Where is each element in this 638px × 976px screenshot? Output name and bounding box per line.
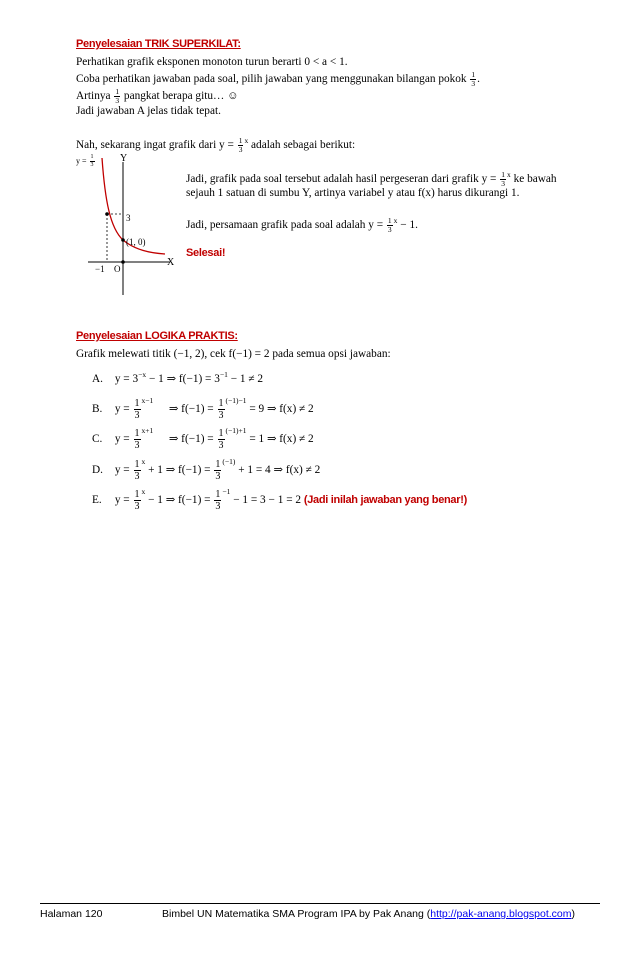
exponent: x [141,457,146,467]
exponent: x [244,136,249,145]
fraction: $\frac{1}{3}$ [115,87,120,105]
option-rest: − 1 ⇒ f(−1) = 3 [146,372,220,385]
y-axis-label: Y [120,153,128,164]
point-marker [121,238,125,242]
option-mid: ⇒ f(−1) = [168,433,214,446]
text-line: Grafik melewati titik (−1, 2), cek f(−1) = 2 pada semua opsi jawaban: [76,348,391,360]
option-result: − 1 = 3 − 1 = 2 [233,494,302,507]
fraction: $\frac{1}{3}$ [238,135,243,154]
option-d [92,459,320,482]
fraction: $\frac{1}{3}$ [134,428,140,451]
explanation-line: sejauh 1 satuan di sumbu Y, artinya variabel y atau f(x) harus dikurangi 1. [186,187,520,199]
option-result: = 9 ⇒ f(x) ≠ 2 [249,403,314,416]
fraction: $\frac{1}{3}$ [215,489,221,512]
option-letter: A. [92,372,103,385]
option-lhs: y = [114,403,130,416]
option-mid: ⇒ f(−1) = [165,494,211,507]
exponential-graph [70,150,190,300]
text-line: Perhatikan grafik eksponen monoton turun berarti 0 < a < 1. [76,56,348,68]
graph-eq-label [76,154,96,169]
graph-eq-text: y = [76,156,87,166]
exponent: (−1) [222,457,236,467]
tick-label-3: 3 [126,213,131,223]
point-label: (1, 0) [126,237,146,247]
exponent: x−1 [141,396,154,406]
option-mid: ⇒ f(−1) = [168,403,214,416]
fraction: $\frac{1}{3}$ [134,489,140,512]
footer-page: Halaman 120 [40,908,103,920]
explanation-line [186,168,557,188]
footer-link[interactable]: http://pak-anang.blogspot.com [430,908,572,920]
fraction: $\frac{1}{3}$ [501,169,506,188]
text-line-part: Coba perhatikan jawaban pada soal, pilih jawaban yang menggunakan bilangan pokok [76,73,467,86]
point-marker [105,212,109,216]
origin-label: O [114,264,121,274]
option-a [92,368,263,386]
exponent: x [393,216,398,225]
text-line-part: ke bawah [513,172,557,185]
option-result: + 1 = 4 ⇒ f(x) ≠ 2 [238,464,321,477]
text-line [76,88,239,105]
text-line-part: Artinya [76,90,111,103]
option-lhs: y = 3 [114,372,139,385]
exponent: x [507,170,511,179]
text-line-part: Jadi, grafik pada soal tersebut adalah hasil pergeseran dari grafik y = [186,172,497,185]
section-heading-logika: Penyelesaian LOGIKA PRAKTIS: [76,330,238,342]
option-e [92,489,467,512]
done-label: Selesai! [186,247,226,259]
text-line: Jadi jawaban A jelas tidak tepat. [76,105,221,117]
fraction: $\frac{1}{3}$ [387,215,392,234]
option-lhs: y = [114,494,130,507]
text-line-part: . [477,73,480,86]
exponent: (−1)+1 [225,426,247,436]
exponent: −x [138,370,147,379]
option-c [92,428,314,451]
option-letter: E. [92,494,102,507]
fraction: $\frac{1}{3}$ [218,428,224,451]
text-line-part: Nah, sekarang ingat grafik dari y = [76,138,234,151]
fraction: $\frac{1}{3}$ [471,70,476,88]
exponent: −1 [222,487,231,497]
tick-label-neg1: −1 [95,264,105,274]
x-axis-label: X [167,257,175,268]
option-letter: B. [92,403,103,416]
option-mid: ⇒ f(−1) = [165,464,211,477]
fraction: $\frac{1}{3}$ [90,154,94,168]
text-line [76,71,480,88]
exponent: (−1)−1 [225,396,247,406]
option-result: = 1 ⇒ f(x) ≠ 2 [249,433,314,446]
option-result: − 1 ≠ 2 [227,372,264,385]
option-letter: D. [92,464,103,477]
option-b [92,398,314,421]
option-lhs: y = [114,464,130,477]
option-plus: − 1 [148,494,163,507]
text-line-part: pangkat berapa gitu… ☺ [123,90,239,103]
footer-title [162,908,575,920]
text-line-part: adalah sebagai berikut: [251,138,356,151]
section-heading-superkilat: Penyelesaian TRIK SUPERKILAT: [76,38,241,50]
exponent: −1 [219,370,228,379]
exponent: x+1 [141,426,154,436]
footer-title-text: Bimbel UN Matematika SMA Program IPA by Pak Anang ( [162,908,431,920]
footer-rule [40,903,600,904]
fraction: $\frac{1}{3}$ [134,398,140,421]
fraction: $\frac{1}{3}$ [218,398,224,421]
correct-answer-note: (Jadi inilah jawaban yang benar!) [303,494,467,507]
fraction: $\frac{1}{3}$ [215,459,221,482]
exponent: x [141,487,146,497]
origin-marker [121,260,125,264]
explanation-line [186,214,418,234]
text-line-part: − 1. [400,218,418,231]
option-letter: C. [92,433,103,446]
footer-close: ) [571,908,576,920]
fraction: $\frac{1}{3}$ [134,459,140,482]
option-plus: + 1 [148,464,163,477]
option-lhs: y = [114,433,130,446]
text-line-part: Jadi, persamaan grafik pada soal adalah y = [186,218,384,231]
